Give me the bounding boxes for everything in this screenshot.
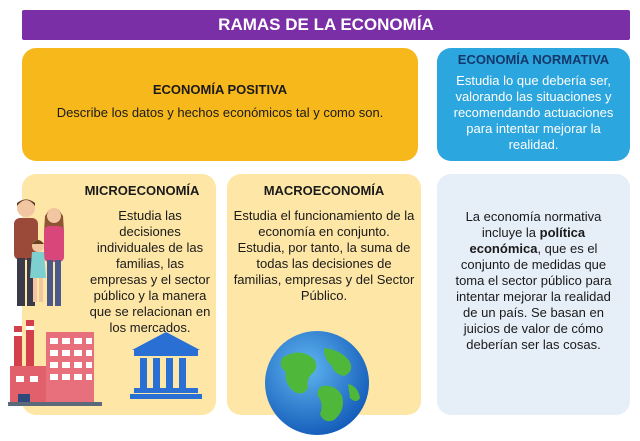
normative-economics-text: Estudia lo que debería ser, valorando las situaciones y recomendando actuaciones para intentar mejorar la realidad. (453, 73, 614, 152)
macroeconomics-title: MACROECONOMÍA (263, 183, 385, 198)
family-icon (8, 194, 78, 312)
note-text-start: La economía normativa incluye la (465, 209, 602, 240)
normative-economics-title: ECONOMÍA NORMATIVA (457, 52, 610, 67)
economic-policy-note (437, 174, 630, 415)
note-text-end: , que es el conjunto de medidas que toma el sector público para intentar mejorar la realidad de un país. Se basan en juicios de valor de cómo deberían ser las cosas. (455, 241, 612, 352)
positive-economics-title: ECONOMÍA POSITIVA (152, 82, 288, 97)
positive-economics-box (22, 48, 418, 161)
macroeconomics-text: Estudia el funcionamiento de la economía en conjunto. Estudia, por tanto, la suma de todas las decisiones de familias, empresas y del Sector Público. (233, 208, 415, 303)
positive-economics-text: Describe los datos y hechos económicos tal y como son. (56, 105, 384, 120)
bank-building-icon (130, 330, 202, 400)
note-text-bold: política económica (469, 225, 586, 256)
globe-icon (262, 328, 372, 438)
microeconomics-title: MICROECONOMÍA (84, 183, 200, 198)
factory-icon (6, 318, 104, 410)
normative-economics-box (437, 48, 630, 161)
page-title: RAMAS DE LA ECONOMÍA (22, 10, 630, 40)
microeconomics-text: Estudia las decisiones individuales de las familias, las empresas y el sector público y la manera que se relacionan en los mercados. (89, 208, 211, 335)
